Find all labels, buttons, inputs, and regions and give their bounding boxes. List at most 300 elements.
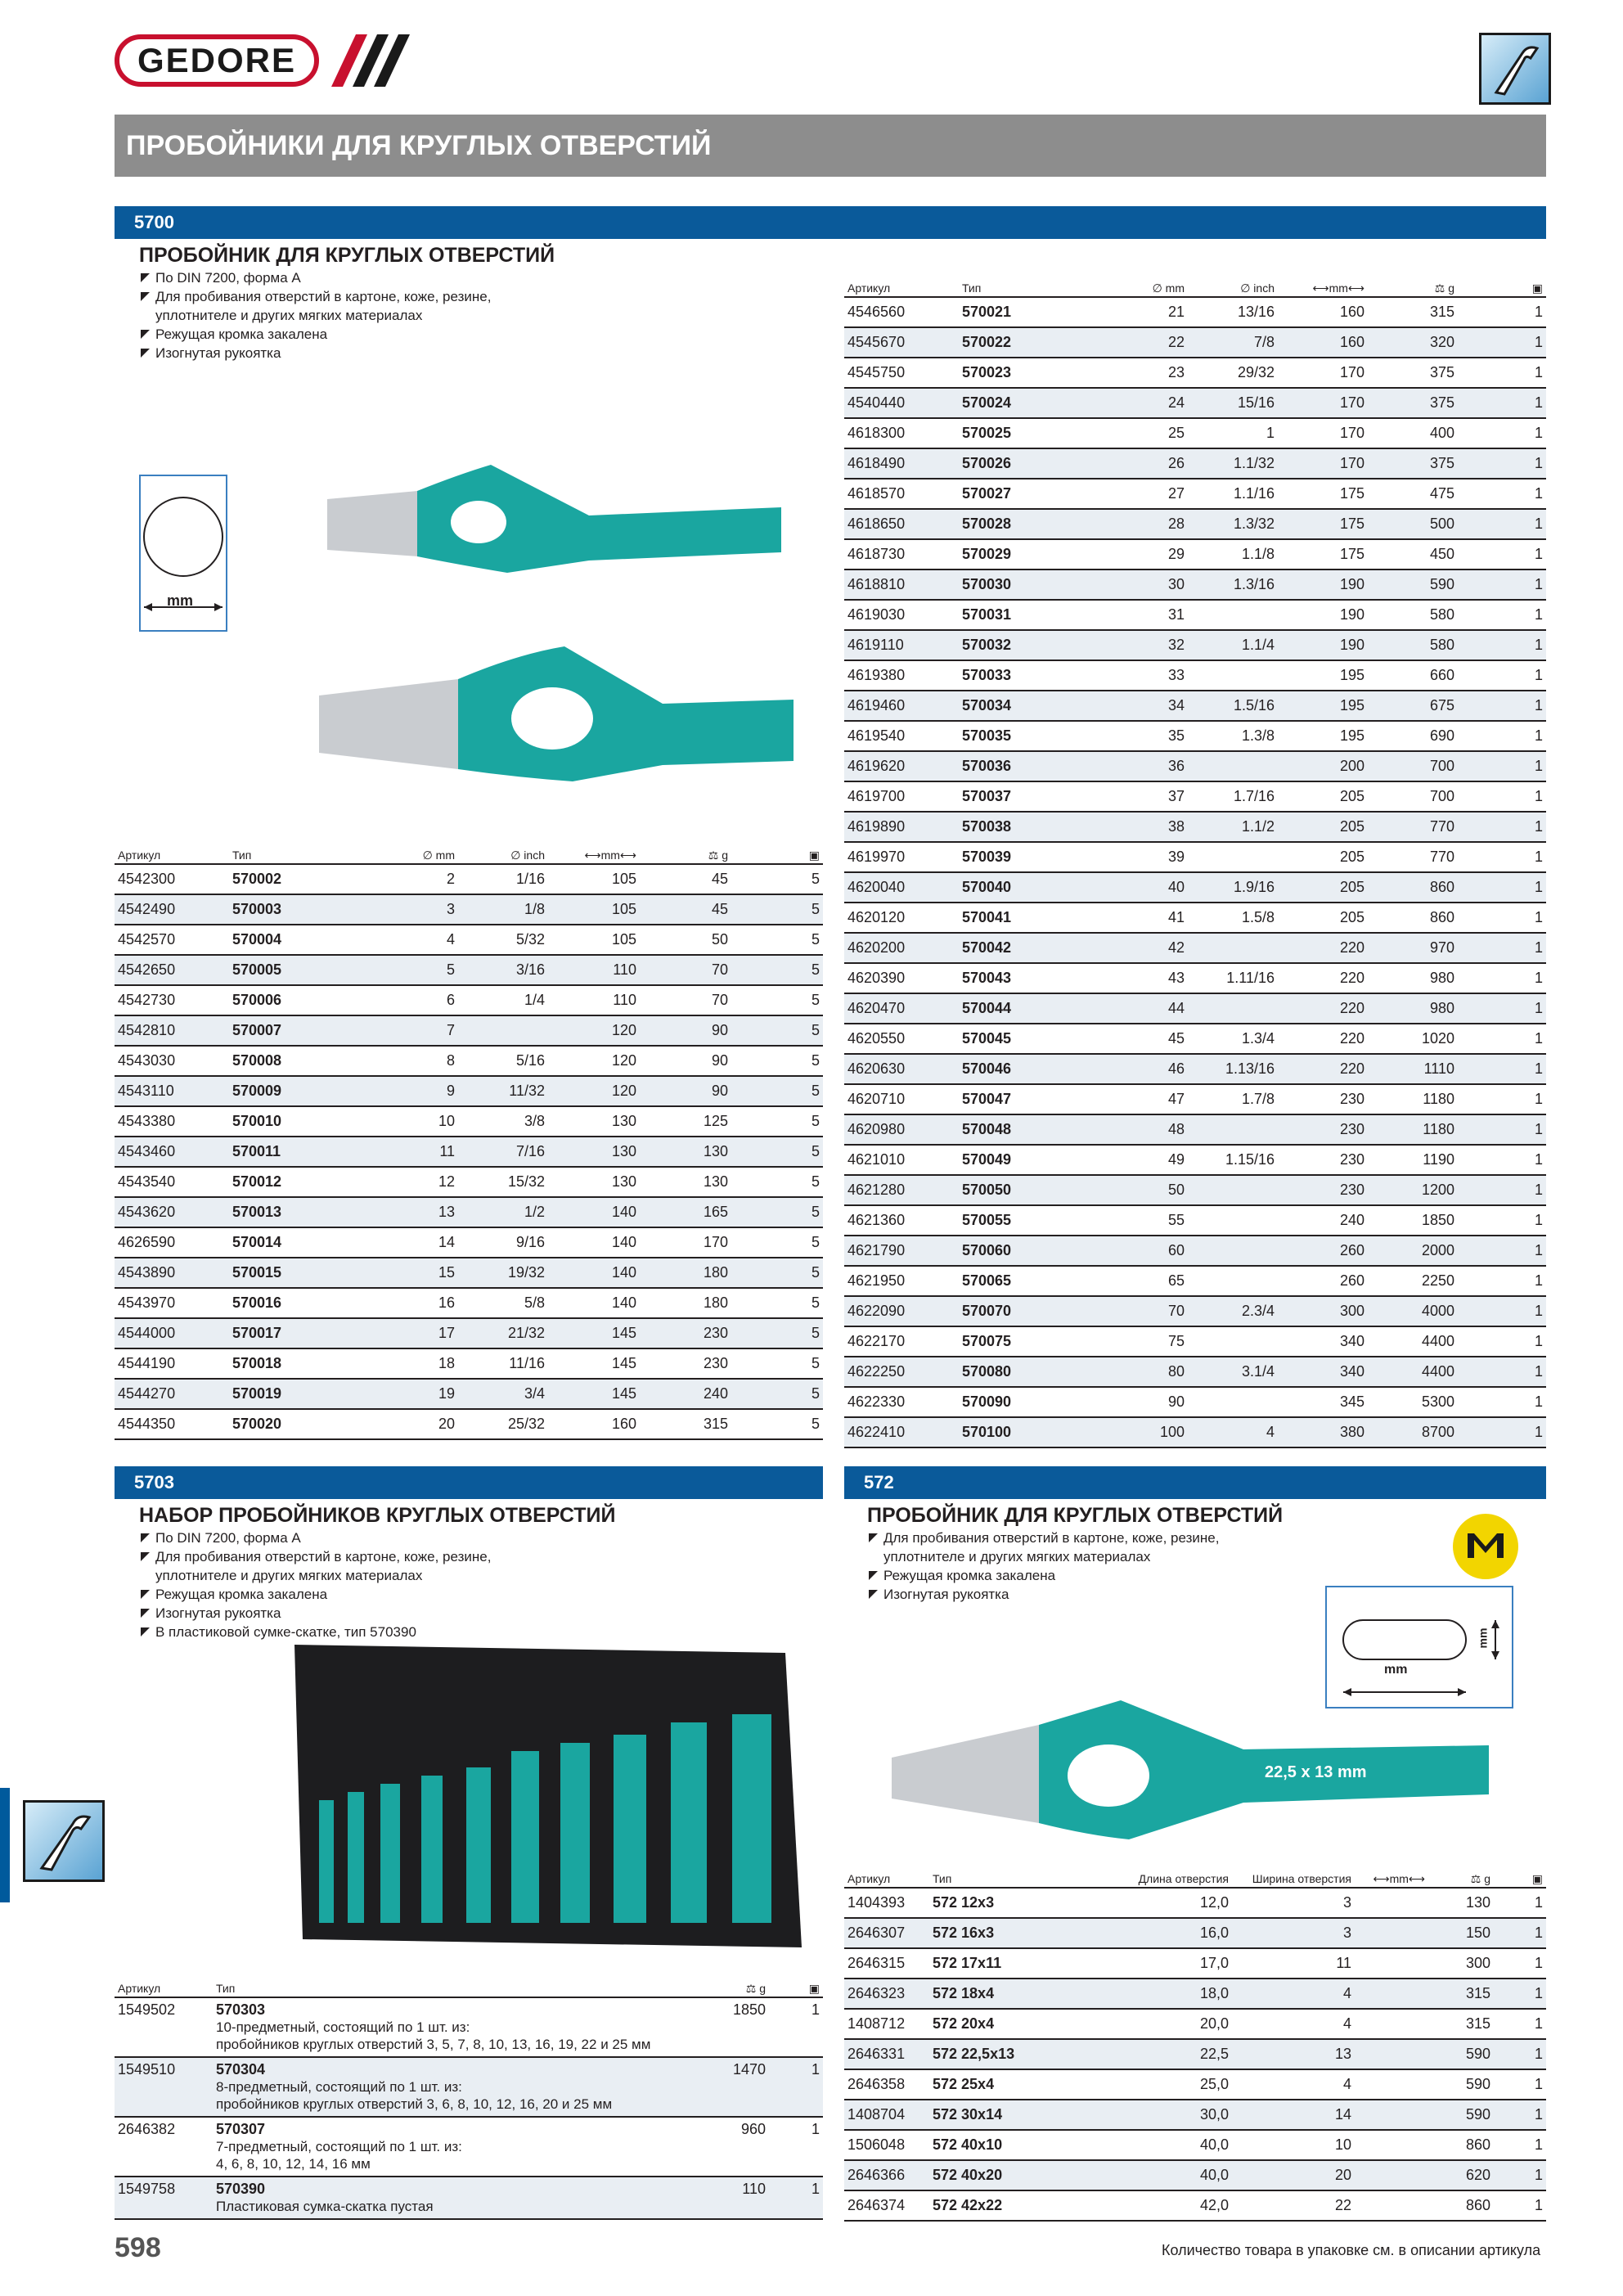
table-cell: 8 bbox=[352, 1046, 458, 1076]
table-row bbox=[844, 1918, 1546, 1948]
table-cell: 2000 bbox=[1368, 1236, 1458, 1266]
table-cell: 570055 bbox=[959, 1205, 1081, 1236]
table-cell: 1 bbox=[1494, 2130, 1546, 2160]
table-cell: 170 bbox=[1278, 418, 1368, 448]
table-cell: 1.1/32 bbox=[1188, 448, 1278, 479]
table-row bbox=[844, 2100, 1546, 2130]
table-cell bbox=[1188, 1236, 1278, 1266]
table-cell: 5 bbox=[731, 894, 823, 925]
table-cell: 570012 bbox=[229, 1167, 352, 1197]
table-cell: 31 bbox=[1081, 600, 1188, 630]
table-cell: 1 bbox=[1494, 2039, 1546, 2069]
footer-note: Количество товара в упаковке см. в описании артикула bbox=[1162, 2242, 1541, 2258]
table-cell: 4618570 bbox=[844, 479, 959, 509]
table-cell: 1408704 bbox=[844, 2100, 929, 2130]
table-cell: 4619890 bbox=[844, 812, 959, 842]
table-cell: 572 30x14 bbox=[929, 2100, 1052, 2130]
table-cell: 1200 bbox=[1368, 1175, 1458, 1205]
table-cell bbox=[1188, 1326, 1278, 1357]
table-cell: 22 bbox=[1232, 2190, 1355, 2221]
table-cell: 13 bbox=[352, 1197, 458, 1227]
table-cell: 2 bbox=[352, 864, 458, 894]
table-cell: 5 bbox=[731, 1076, 823, 1106]
table-cell: 1.1/4 bbox=[1188, 630, 1278, 660]
hexagon-tool-badge-icon bbox=[1453, 1514, 1518, 1579]
table-cell: 570024 bbox=[959, 388, 1081, 418]
table-row bbox=[844, 1175, 1546, 1205]
table-row bbox=[844, 358, 1546, 388]
table-cell: 1850 bbox=[1368, 1205, 1458, 1236]
table-cell: 220 bbox=[1278, 1024, 1368, 1054]
table-row bbox=[844, 1236, 1546, 1266]
table-cell: 140 bbox=[548, 1288, 640, 1318]
feature-item: Режущая кромка закалена bbox=[139, 1585, 564, 1604]
feature-item: Для пробивания отверстий в картоне, коже, резине, уплотнителе и других мягких материалах bbox=[867, 1528, 1293, 1566]
section-code: 5700 bbox=[115, 206, 1546, 239]
col-article: Артикул bbox=[118, 849, 161, 862]
table-cell: 570075 bbox=[959, 1326, 1081, 1357]
table-row bbox=[844, 1948, 1546, 1979]
table-cell: 1 bbox=[1458, 539, 1546, 569]
table-cell: 315 bbox=[1368, 297, 1458, 327]
table-cell: 37 bbox=[1081, 781, 1188, 812]
table-cell: 300 bbox=[1278, 1296, 1368, 1326]
table-cell: 1 bbox=[1494, 2160, 1546, 2190]
table-cell: 22,5 bbox=[1052, 2039, 1232, 2069]
table-row bbox=[115, 864, 823, 894]
table-cell: 570032 bbox=[959, 630, 1081, 660]
type-cell bbox=[213, 2117, 712, 2177]
table-cell: 570031 bbox=[959, 600, 1081, 630]
table-cell: 40,0 bbox=[1052, 2130, 1232, 2160]
table-cell: 570090 bbox=[959, 1387, 1081, 1417]
table-cell: 230 bbox=[1278, 1114, 1368, 1145]
feature-item: Для пробивания отверстий в картоне, коже, резине, уплотнителе и других мягких материалах bbox=[139, 287, 564, 325]
table-cell: 5 bbox=[731, 1227, 823, 1258]
table-cell: 860 bbox=[1428, 2190, 1494, 2221]
table-cell: 5 bbox=[731, 1015, 823, 1046]
table-cell: 570028 bbox=[959, 509, 1081, 539]
table-cell: 4621950 bbox=[844, 1266, 959, 1296]
table-cell: 17 bbox=[352, 1318, 458, 1348]
table-row bbox=[844, 1084, 1546, 1114]
table-cell: 1.1/16 bbox=[1188, 479, 1278, 509]
table-cell: 4621360 bbox=[844, 1205, 959, 1236]
table-cell: 1 bbox=[1458, 1084, 1546, 1114]
table-cell: 4619460 bbox=[844, 691, 959, 721]
table-cell: 7/16 bbox=[458, 1137, 548, 1167]
table-cell: 770 bbox=[1368, 842, 1458, 872]
table-cell: 4546560 bbox=[844, 297, 959, 327]
table-cell: 4543030 bbox=[115, 1046, 229, 1076]
table-cell: 572 42x22 bbox=[929, 2190, 1052, 2221]
table-cell: 240 bbox=[1278, 1205, 1368, 1236]
table-cell: 15/32 bbox=[458, 1167, 548, 1197]
table-cell: 1 bbox=[1458, 751, 1546, 781]
table-cell: 1.1/8 bbox=[1188, 539, 1278, 569]
feature-list bbox=[139, 268, 564, 362]
table-row bbox=[844, 1145, 1546, 1175]
table-cell bbox=[1188, 933, 1278, 963]
table-cell: 20 bbox=[352, 1409, 458, 1439]
table-cell: 1.11/16 bbox=[1188, 963, 1278, 993]
table-row bbox=[844, 1054, 1546, 1084]
col-hole-width: Ширина отверстия bbox=[1252, 1872, 1351, 1885]
type-code: 570304 bbox=[216, 2061, 266, 2078]
table-cell: 4 bbox=[1232, 1979, 1355, 2009]
table-cell: 1 bbox=[1458, 297, 1546, 327]
table-cell bbox=[1355, 1918, 1428, 1948]
table-cell: 2646331 bbox=[844, 2039, 929, 2069]
table-cell: 1 bbox=[1458, 1054, 1546, 1084]
table-cell: 195 bbox=[1278, 691, 1368, 721]
table-cell: 65 bbox=[1081, 1266, 1188, 1296]
table-cell: 3/16 bbox=[458, 955, 548, 985]
oval-punch-table bbox=[844, 1871, 1546, 2222]
table-cell: 5 bbox=[731, 1409, 823, 1439]
table-cell: 590 bbox=[1428, 2039, 1494, 2069]
table-cell: 1 bbox=[1458, 1175, 1546, 1205]
table-cell: 50 bbox=[640, 925, 731, 955]
col-pack: ▣ bbox=[808, 1981, 820, 1995]
table-cell: 400 bbox=[1368, 418, 1458, 448]
table-cell bbox=[1355, 2069, 1428, 2100]
table-cell: 7/8 bbox=[1188, 327, 1278, 358]
table-cell: 1 bbox=[1458, 630, 1546, 660]
table-cell: 15/16 bbox=[1188, 388, 1278, 418]
table-cell: 190 bbox=[1278, 600, 1368, 630]
table-row bbox=[844, 721, 1546, 751]
col-type: Тип bbox=[216, 1982, 236, 1995]
table-cell bbox=[1355, 1979, 1428, 2009]
table-cell: 160 bbox=[1278, 297, 1368, 327]
table-cell: 570011 bbox=[229, 1137, 352, 1167]
table-cell bbox=[1188, 1387, 1278, 1417]
table-cell: 150 bbox=[1428, 1918, 1494, 1948]
table-cell: 5 bbox=[731, 1197, 823, 1227]
table-cell: 1 bbox=[1494, 1948, 1546, 1979]
table-row bbox=[844, 781, 1546, 812]
table-cell: 22 bbox=[1081, 327, 1188, 358]
table-cell: 130 bbox=[640, 1137, 731, 1167]
table-cell: 570008 bbox=[229, 1046, 352, 1076]
table-cell bbox=[1188, 1266, 1278, 1296]
table-row bbox=[115, 1997, 823, 2057]
table-row bbox=[844, 600, 1546, 630]
table-cell: 4622250 bbox=[844, 1357, 959, 1387]
table-cell: 1.3/32 bbox=[1188, 509, 1278, 539]
table-cell: 572 20x4 bbox=[929, 2009, 1052, 2039]
table-cell: 4622330 bbox=[844, 1387, 959, 1417]
article-cell: 1549510 bbox=[115, 2057, 213, 2117]
table-row bbox=[844, 448, 1546, 479]
table-cell: 450 bbox=[1368, 539, 1458, 569]
table-cell: 23 bbox=[1081, 358, 1188, 388]
table-row bbox=[115, 894, 823, 925]
table-cell: 1 bbox=[1458, 660, 1546, 691]
side-tab bbox=[0, 1788, 10, 1902]
table-cell: 570034 bbox=[959, 691, 1081, 721]
article-cell: 1549502 bbox=[115, 1997, 213, 2057]
col-pack: ▣ bbox=[1531, 281, 1543, 295]
table-cell: 590 bbox=[1368, 569, 1458, 600]
table-cell: 860 bbox=[1368, 903, 1458, 933]
table-cell: 5 bbox=[352, 955, 458, 985]
table-cell: 175 bbox=[1278, 509, 1368, 539]
table-cell: 1.5/8 bbox=[1188, 903, 1278, 933]
table-cell: 570037 bbox=[959, 781, 1081, 812]
tool-size-label: 22,5 x 13 mm bbox=[1265, 1763, 1367, 1781]
table-cell: 1.15/16 bbox=[1188, 1145, 1278, 1175]
table-cell: 130 bbox=[548, 1106, 640, 1137]
table-cell: 5 bbox=[731, 864, 823, 894]
table-cell: 120 bbox=[548, 1046, 640, 1076]
table-cell: 230 bbox=[1278, 1145, 1368, 1175]
table-cell: 570004 bbox=[229, 925, 352, 955]
table-cell: 30 bbox=[1081, 569, 1188, 600]
table-cell: 5 bbox=[731, 1318, 823, 1348]
table-cell: 41 bbox=[1081, 903, 1188, 933]
table-row bbox=[844, 1296, 1546, 1326]
table-cell: 38 bbox=[1081, 812, 1188, 842]
table-row bbox=[115, 1348, 823, 1379]
table-cell: 11 bbox=[1232, 1948, 1355, 1979]
table-cell: 1 bbox=[1494, 2069, 1546, 2100]
table-cell: 980 bbox=[1368, 993, 1458, 1024]
table-cell: 380 bbox=[1278, 1417, 1368, 1447]
diameter-diagram bbox=[139, 475, 227, 632]
table-cell: 70 bbox=[1081, 1296, 1188, 1326]
table-row bbox=[844, 2190, 1546, 2221]
table-cell: 570021 bbox=[959, 297, 1081, 327]
table-cell: 4620550 bbox=[844, 1024, 959, 1054]
table-cell: 4545670 bbox=[844, 327, 959, 358]
table-cell: 570045 bbox=[959, 1024, 1081, 1054]
feature-list bbox=[139, 1528, 564, 1641]
table-cell: 1 bbox=[1458, 509, 1546, 539]
table-row bbox=[844, 872, 1546, 903]
table-cell: 170 bbox=[1278, 358, 1368, 388]
table-cell: 21 bbox=[1081, 297, 1188, 327]
table-cell: 19/32 bbox=[458, 1258, 548, 1288]
table-row bbox=[844, 691, 1546, 721]
table-cell: 4542650 bbox=[115, 955, 229, 985]
table-cell: 570027 bbox=[959, 479, 1081, 509]
table-cell: 375 bbox=[1368, 388, 1458, 418]
table-cell: 1/16 bbox=[458, 864, 548, 894]
weight-cell: 960 bbox=[712, 2117, 769, 2177]
table-cell: 2646374 bbox=[844, 2190, 929, 2221]
table-cell: 190 bbox=[1278, 630, 1368, 660]
table-cell: 570100 bbox=[959, 1417, 1081, 1447]
table-cell: 205 bbox=[1278, 903, 1368, 933]
table-cell: 14 bbox=[1232, 2100, 1355, 2130]
type-code: 570307 bbox=[216, 2121, 266, 2137]
table-cell: 572 17x11 bbox=[929, 1948, 1052, 1979]
table-cell: 1 bbox=[1458, 388, 1546, 418]
table-row bbox=[844, 1417, 1546, 1447]
table-row bbox=[844, 751, 1546, 781]
table-cell bbox=[1355, 2009, 1428, 2039]
table-row bbox=[844, 1266, 1546, 1296]
table-cell: 570050 bbox=[959, 1175, 1081, 1205]
table-cell: 20 bbox=[1232, 2160, 1355, 2190]
table-row bbox=[844, 842, 1546, 872]
table-cell: 570006 bbox=[229, 985, 352, 1015]
table-cell: 1/2 bbox=[458, 1197, 548, 1227]
table-cell: 175 bbox=[1278, 539, 1368, 569]
table-cell bbox=[1355, 2190, 1428, 2221]
table-cell: 570014 bbox=[229, 1227, 352, 1258]
product-title: ПРОБОЙНИК ДЛЯ КРУГЛЫХ ОТВЕРСТИЙ bbox=[139, 244, 555, 267]
type-cell bbox=[213, 2057, 712, 2117]
table-cell: 240 bbox=[640, 1379, 731, 1409]
table-cell: 4619540 bbox=[844, 721, 959, 751]
logo-stripes-icon bbox=[323, 34, 421, 87]
table-cell: 300 bbox=[1428, 1948, 1494, 1979]
col-diameter-inch: ∅ inch bbox=[1240, 281, 1275, 295]
table-cell: 4543620 bbox=[115, 1197, 229, 1227]
table-cell bbox=[458, 1015, 548, 1046]
table-cell: 675 bbox=[1368, 691, 1458, 721]
table-cell: 1190 bbox=[1368, 1145, 1458, 1175]
table-row bbox=[115, 1076, 823, 1106]
table-row bbox=[844, 903, 1546, 933]
col-length: ⟷mm⟷ bbox=[584, 848, 636, 862]
table-cell: 70 bbox=[640, 985, 731, 1015]
feature-item: Изогнутая рукоятка bbox=[867, 1585, 1293, 1604]
table-row bbox=[844, 660, 1546, 691]
table-cell: 570036 bbox=[959, 751, 1081, 781]
col-article: Артикул bbox=[847, 281, 891, 295]
table-cell: 17,0 bbox=[1052, 1948, 1232, 1979]
col-type: Тип bbox=[232, 849, 252, 862]
table-cell: 4620200 bbox=[844, 933, 959, 963]
table-cell: 1 bbox=[1458, 933, 1546, 963]
table-cell: 32 bbox=[1081, 630, 1188, 660]
table-cell: 1 bbox=[1458, 1205, 1546, 1236]
table-cell: 11/32 bbox=[458, 1076, 548, 1106]
pack-cell: 1 bbox=[769, 2117, 823, 2177]
table-cell: 4620630 bbox=[844, 1054, 959, 1084]
table-cell: 15 bbox=[352, 1258, 458, 1288]
table-cell: 1408712 bbox=[844, 2009, 929, 2039]
table-cell: 1 bbox=[1458, 691, 1546, 721]
table-cell: 1.5/16 bbox=[1188, 691, 1278, 721]
table-cell: 572 12x3 bbox=[929, 1888, 1052, 1918]
table-cell: 1 bbox=[1494, 1888, 1546, 1918]
table-row bbox=[844, 509, 1546, 539]
table-row bbox=[844, 1114, 1546, 1145]
col-weight: ⚖ g bbox=[1434, 281, 1454, 295]
set-description: 7-предметный, состоящий по 1 шт. из: 4, 6, 8, 10, 12, 14, 16 мм bbox=[216, 2139, 462, 2172]
table-cell: 570023 bbox=[959, 358, 1081, 388]
table-cell: 315 bbox=[1428, 2009, 1494, 2039]
table-cell: 315 bbox=[640, 1409, 731, 1439]
table-cell: 1 bbox=[1458, 358, 1546, 388]
table-cell: 4618810 bbox=[844, 569, 959, 600]
table-cell: 572 40x10 bbox=[929, 2130, 1052, 2160]
table-cell: 570049 bbox=[959, 1145, 1081, 1175]
table-cell: 570018 bbox=[229, 1348, 352, 1379]
table-cell: 40,0 bbox=[1052, 2160, 1232, 2190]
table-cell: 44 bbox=[1081, 993, 1188, 1024]
table-cell: 3/4 bbox=[458, 1379, 548, 1409]
table-cell: 10 bbox=[1232, 2130, 1355, 2160]
table-cell: 570030 bbox=[959, 569, 1081, 600]
col-diameter-inch: ∅ inch bbox=[510, 848, 545, 862]
punch-table-large bbox=[844, 280, 1546, 1448]
page-title: ПРОБОЙНИКИ ДЛЯ КРУГЛЫХ ОТВЕРСТИЙ bbox=[115, 115, 1546, 177]
table-cell: 1 bbox=[1458, 1387, 1546, 1417]
table-cell: 570060 bbox=[959, 1236, 1081, 1266]
table-cell: 160 bbox=[1278, 327, 1368, 358]
table-cell: 4543970 bbox=[115, 1288, 229, 1318]
table-cell: 18,0 bbox=[1052, 1979, 1232, 2009]
table-cell: 572 22,5x13 bbox=[929, 2039, 1052, 2069]
table-row bbox=[844, 993, 1546, 1024]
table-cell: 1020 bbox=[1368, 1024, 1458, 1054]
table-cell: 1/4 bbox=[458, 985, 548, 1015]
table-cell: 1 bbox=[1458, 963, 1546, 993]
col-weight: ⚖ g bbox=[745, 1981, 766, 1995]
table-row bbox=[844, 2069, 1546, 2100]
table-cell: 4626590 bbox=[115, 1227, 229, 1258]
table-cell: 570002 bbox=[229, 864, 352, 894]
table-cell: 570046 bbox=[959, 1054, 1081, 1084]
table-cell: 4621010 bbox=[844, 1145, 959, 1175]
table-cell: 660 bbox=[1368, 660, 1458, 691]
table-cell: 4542490 bbox=[115, 894, 229, 925]
table-cell: 1 bbox=[1458, 993, 1546, 1024]
table-cell: 80 bbox=[1081, 1357, 1188, 1387]
table-cell: 35 bbox=[1081, 721, 1188, 751]
table-cell: 180 bbox=[640, 1258, 731, 1288]
table-cell bbox=[1355, 2130, 1428, 2160]
table-cell: 620 bbox=[1428, 2160, 1494, 2190]
table-cell: 1180 bbox=[1368, 1114, 1458, 1145]
table-cell: 200 bbox=[1278, 751, 1368, 781]
table-cell: 570065 bbox=[959, 1266, 1081, 1296]
table-cell: 1404393 bbox=[844, 1888, 929, 1918]
table-cell: 14 bbox=[352, 1227, 458, 1258]
table-row bbox=[844, 2009, 1546, 2039]
table-row bbox=[115, 2177, 823, 2219]
col-type: Тип bbox=[933, 1872, 952, 1885]
table-row bbox=[844, 569, 1546, 600]
table-cell: 4619970 bbox=[844, 842, 959, 872]
table-cell: 130 bbox=[548, 1167, 640, 1197]
table-cell: 4 bbox=[1232, 2009, 1355, 2039]
table-cell: 55 bbox=[1081, 1205, 1188, 1236]
set-description: Пластиковая сумка-скатка пустая bbox=[216, 2199, 434, 2214]
table-cell: 24 bbox=[1081, 388, 1188, 418]
weight-cell: 1470 bbox=[712, 2057, 769, 2117]
table-cell: 5 bbox=[731, 1167, 823, 1197]
col-diameter-mm: ∅ mm bbox=[422, 848, 455, 862]
table-cell: 170 bbox=[1278, 388, 1368, 418]
table-cell: 47 bbox=[1081, 1084, 1188, 1114]
table-cell: 220 bbox=[1278, 963, 1368, 993]
table-cell: 570025 bbox=[959, 418, 1081, 448]
table-cell: 25 bbox=[1081, 418, 1188, 448]
col-total-length: ⟷mm⟷ bbox=[1373, 1871, 1425, 1885]
table-cell: 4622410 bbox=[844, 1417, 959, 1447]
table-cell: 45 bbox=[1081, 1024, 1188, 1054]
table-cell: 1 bbox=[1494, 2009, 1546, 2039]
table-cell: 13 bbox=[1232, 2039, 1355, 2069]
table-cell bbox=[1188, 842, 1278, 872]
